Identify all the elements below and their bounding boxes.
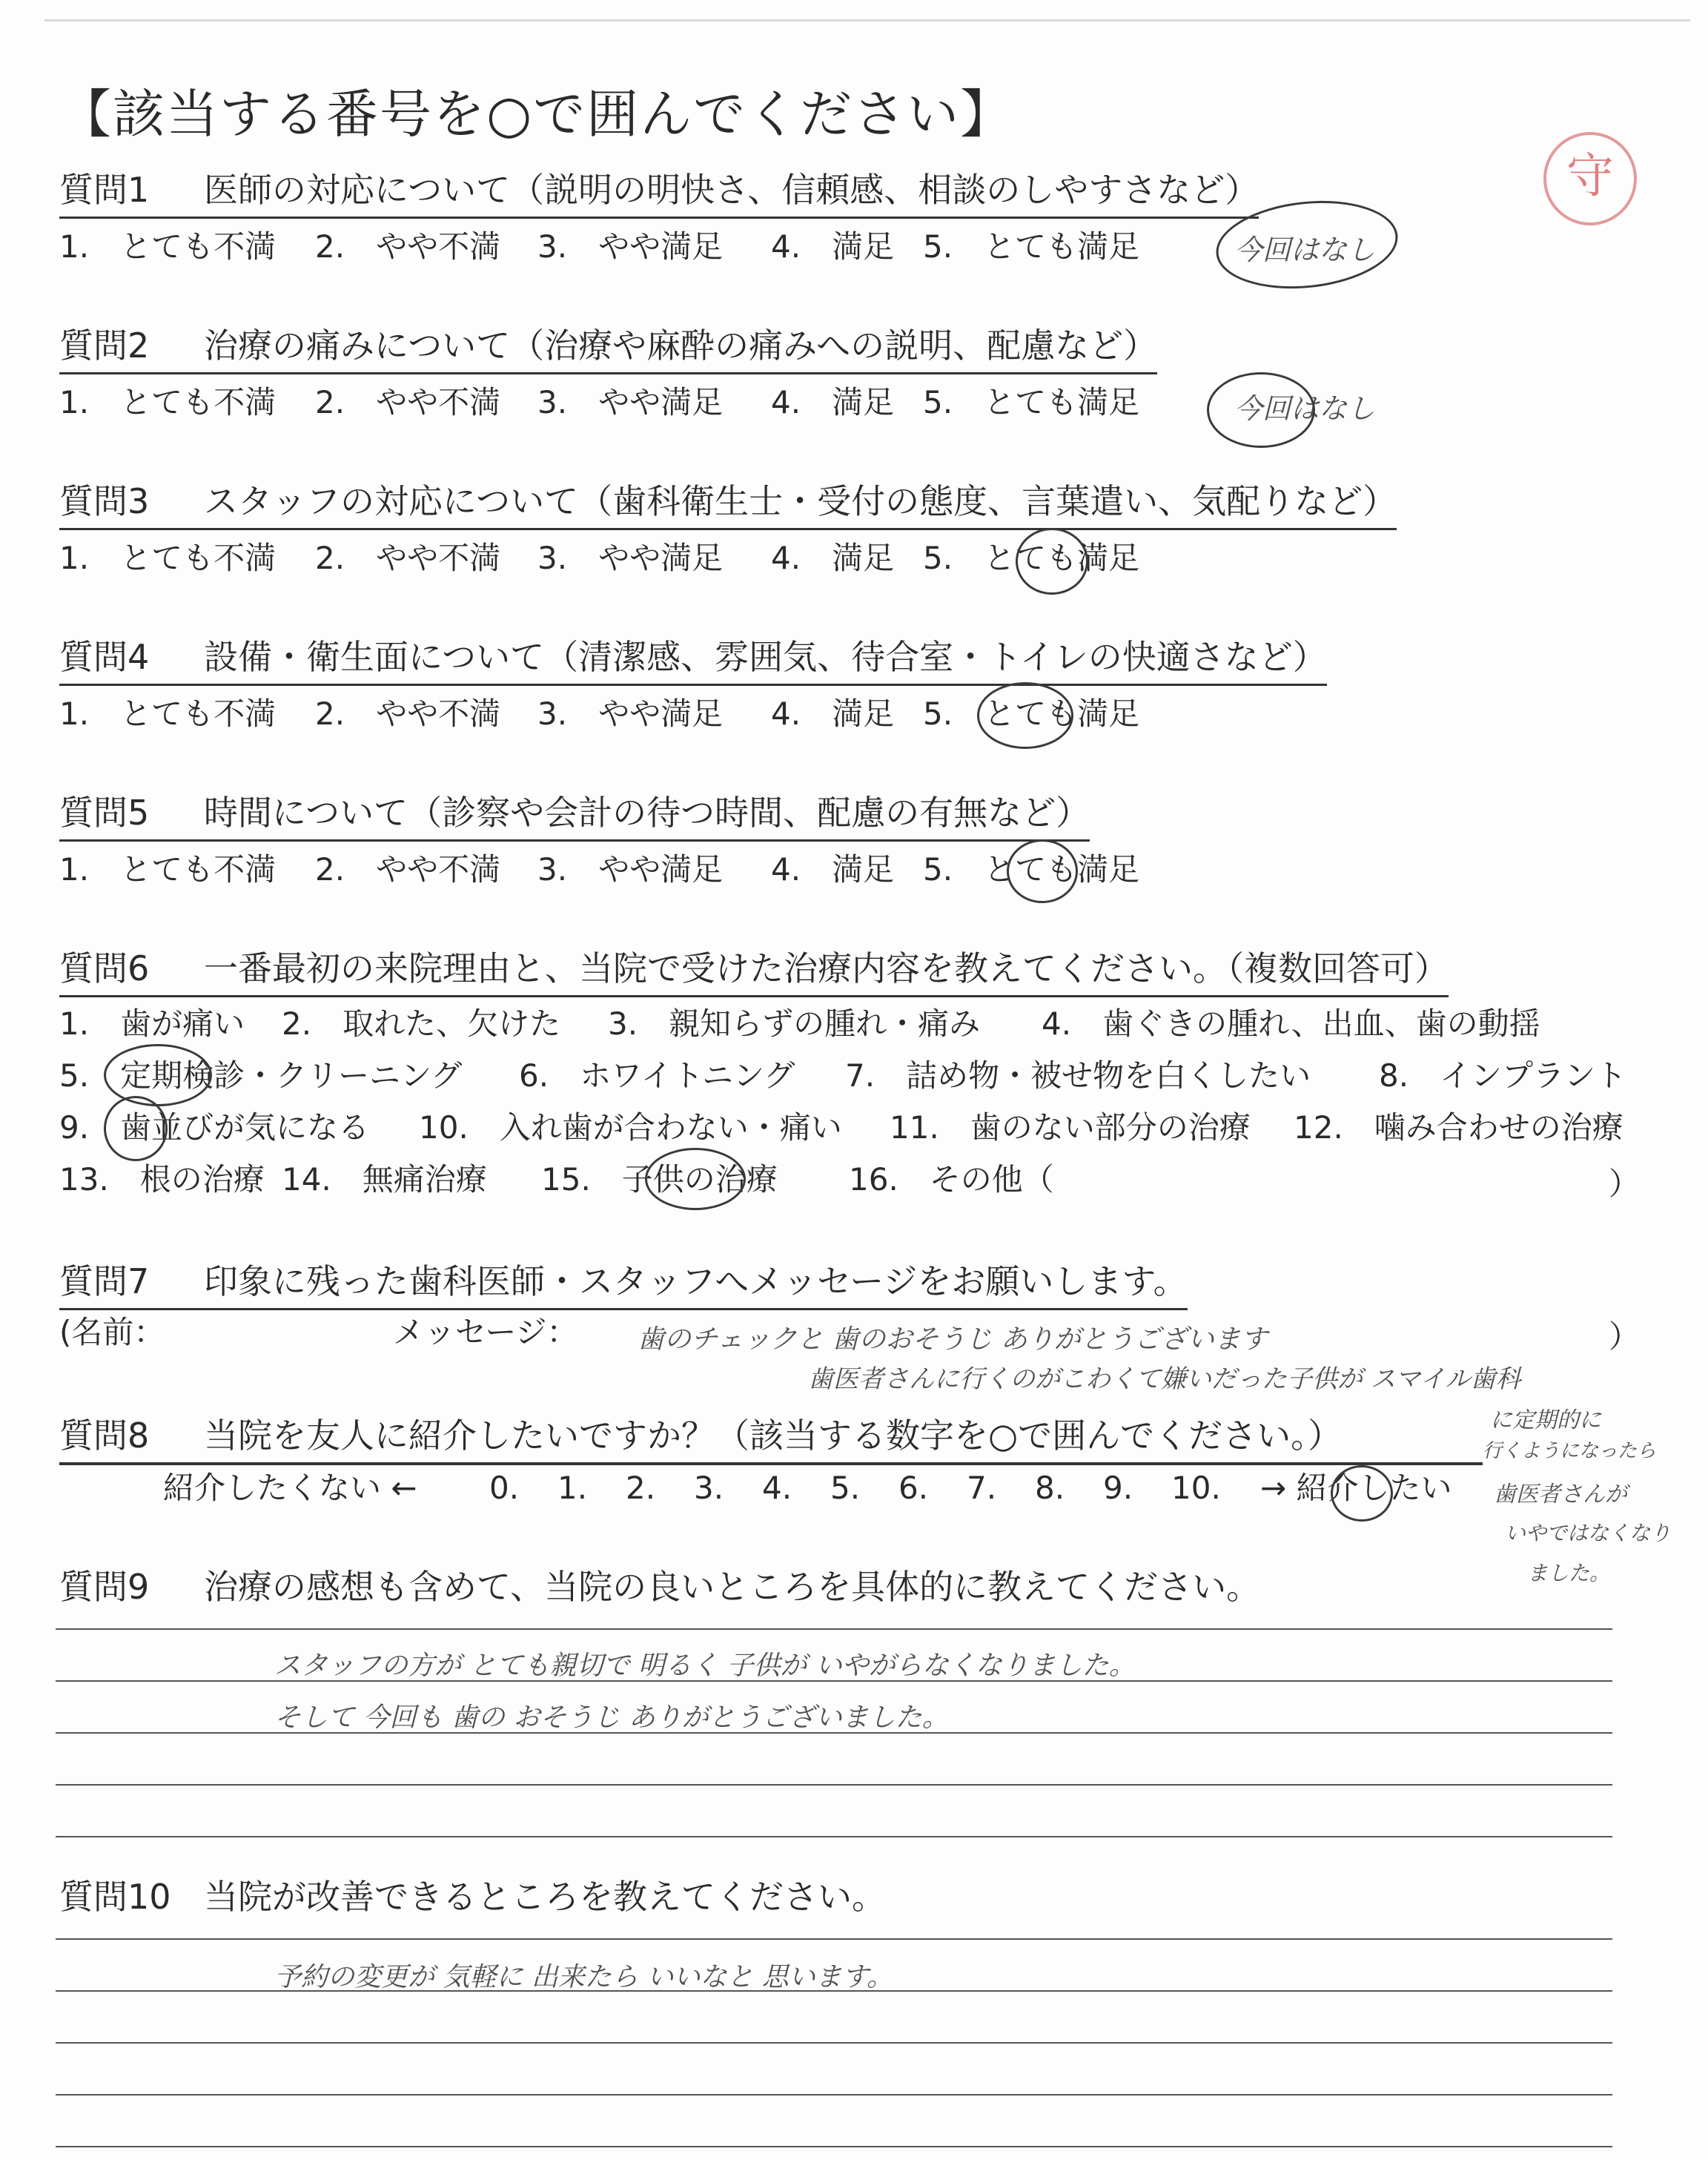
scale-0[interactable]: 0.: [489, 1470, 520, 1506]
question-text: 当院が改善できるところを教えてください。: [204, 1877, 886, 1917]
handwritten-circle: [1331, 1465, 1393, 1522]
answer-line: [56, 2146, 1612, 2147]
page-title: 【該当する番号を○で囲んでください】: [59, 84, 1014, 145]
question-text: 時間について（診察や会計の待つ時間、配慮の有無など）: [204, 793, 1090, 833]
message-label: メッセージ：: [393, 1314, 578, 1350]
option-9[interactable]: 9. 歯並びが気になる: [59, 1109, 370, 1146]
scale-low-label: 紹介したくない ←: [163, 1470, 417, 1506]
option-2[interactable]: 2. 取れた、欠けた: [282, 1005, 561, 1042]
question-text: 治療の痛みについて（治療や麻酔の痛みへの説明、配慮など）: [204, 326, 1158, 366]
option-12[interactable]: 12. 噛み合わせの治療: [1294, 1109, 1623, 1146]
option-16[interactable]: 16. その他（: [849, 1161, 1054, 1198]
scale-10[interactable]: 10.: [1171, 1470, 1221, 1506]
option-3[interactable]: 3. やや満足: [537, 851, 724, 888]
question-text: 一番最初の来院理由と、当院で受けた治療内容を教えてください。（複数回答可）: [204, 948, 1449, 988]
option-7[interactable]: 7. 詰め物・被せ物を白くしたい: [845, 1057, 1311, 1094]
option-4[interactable]: 4. 満足: [771, 228, 895, 265]
handwritten-message-line-1: 歯のチェックと 歯のおそうじ ありがとうございます: [638, 1324, 1268, 1355]
option-4[interactable]: 4. 満足: [771, 851, 895, 888]
handwritten-answer-q10-line-1: 予約の変更が 気軽に 出来たら いいなと 思います。: [274, 1962, 893, 1992]
option-4[interactable]: 4. 歯ぐきの腫れ、出血、歯の動揺: [1042, 1005, 1540, 1042]
option-5[interactable]: 5. とても満足: [923, 851, 1140, 888]
message-close-paren: ）: [1609, 1318, 1641, 1355]
handwritten-message-line-2: 歯医者さんに行くのがこわくて嫌いだった子供が スマイル歯科: [808, 1364, 1521, 1394]
answer-line: [56, 1938, 1612, 1940]
handwritten-side-note-3: 歯医者さんが: [1494, 1482, 1627, 1507]
option-2[interactable]: 2. やや不満: [315, 384, 501, 420]
answer-circle-q6-9: [104, 1096, 168, 1161]
name-label: (名前：: [59, 1314, 165, 1350]
option-1[interactable]: 1. とても不満: [59, 696, 277, 732]
question-text: 当院を友人に紹介したいですか？（該当する数字を○で囲んでください。）: [204, 1416, 1343, 1456]
answer-line: [56, 1784, 1612, 1786]
handwritten-answer-q9-line-2: そして 今回も 歯の おそうじ ありがとうございました。: [274, 1702, 949, 1733]
option-5[interactable]: 5. とても満足: [923, 384, 1140, 420]
option-1[interactable]: 1. とても不満: [59, 384, 277, 420]
question-8-heading: [59, 1413, 1483, 1465]
scale-2[interactable]: 2.: [626, 1470, 656, 1506]
option-2[interactable]: 2. やや不満: [315, 228, 501, 265]
scale-high-label: → 紹介したい: [1260, 1470, 1452, 1506]
question-6-heading: [59, 946, 1449, 997]
handwritten-side-note-5: ました。: [1527, 1561, 1611, 1585]
question-5-heading: [59, 790, 1090, 842]
option-5[interactable]: 5. とても満足: [923, 540, 1140, 576]
option-2[interactable]: 2. やや不満: [315, 540, 501, 576]
option-1[interactable]: 1. とても不満: [59, 540, 277, 576]
question-number: 質問2: [59, 326, 150, 366]
scale-9[interactable]: 9.: [1103, 1470, 1133, 1506]
option-11[interactable]: 11. 歯のない部分の治療: [890, 1109, 1251, 1146]
question-number: 質問10: [59, 1877, 171, 1917]
question-3-heading: [59, 479, 1397, 530]
answer-line: [56, 2094, 1612, 2095]
answer-circle-q6-15: [645, 1148, 746, 1210]
question-9-heading: [59, 1565, 1260, 1614]
question-1-heading: [59, 168, 1259, 219]
handwritten-note-q2: 今回はなし: [1234, 392, 1376, 425]
question-text: 医師の対応について（説明の明快さ、信頼感、相談のしやすさなど）: [204, 170, 1260, 210]
option-1[interactable]: 1. とても不満: [59, 228, 277, 265]
scale-8[interactable]: 8.: [1035, 1470, 1065, 1506]
handwritten-note-q1: 今回はなし: [1234, 234, 1376, 266]
option-3[interactable]: 3. やや満足: [537, 540, 724, 576]
option-4[interactable]: 4. 満足: [771, 696, 895, 732]
handwritten-side-note-1: に定期的に: [1490, 1407, 1601, 1433]
scale-6[interactable]: 6.: [898, 1470, 929, 1506]
question-text: 治療の感想も含めて、当院の良いところを具体的に教えてください。: [204, 1567, 1261, 1607]
question-number: 質問4: [59, 637, 150, 677]
answer-circle-q6-5: [104, 1044, 212, 1106]
option-15[interactable]: 15. 子供の治療: [541, 1161, 778, 1198]
option-8[interactable]: 8. インプラント: [1379, 1057, 1627, 1094]
question-number: 質問3: [59, 481, 150, 521]
option-10[interactable]: 10. 入れ歯が合わない・痛い: [419, 1109, 842, 1146]
answer-circle-q5: [1007, 839, 1078, 903]
question-number: 質問9: [59, 1567, 150, 1607]
option-2[interactable]: 2. やや不満: [315, 851, 501, 888]
answer-circle-q4: [977, 682, 1073, 749]
scale-4[interactable]: 4.: [762, 1470, 792, 1506]
hanko-seal: 守: [1543, 132, 1637, 225]
question-number: 質問1: [59, 170, 150, 210]
scale-5[interactable]: 5.: [830, 1470, 861, 1506]
answer-line: [56, 2042, 1612, 2044]
question-4-heading: [59, 635, 1327, 686]
handwritten-circle: [1207, 372, 1315, 448]
question-number: 質問5: [59, 793, 150, 833]
option-1[interactable]: 1. とても不満: [59, 851, 277, 888]
answer-circle-q3: [1016, 528, 1088, 595]
question-2-heading: [59, 323, 1157, 374]
option-4[interactable]: 4. 満足: [771, 384, 895, 420]
answer-line: [56, 1628, 1612, 1630]
option-5[interactable]: 5. とても満足: [923, 696, 1140, 732]
option-3[interactable]: 3. やや満足: [537, 384, 724, 420]
option-14[interactable]: 14. 無痛治療: [282, 1161, 487, 1198]
option-6[interactable]: 6. ホワイトニング: [519, 1057, 795, 1094]
question-number: 質問8: [59, 1416, 150, 1456]
question-text: 設備・衛生面について（清潔感、雰囲気、待合室・トイレの快適さなど）: [204, 637, 1327, 677]
option-1[interactable]: 1. 歯が痛い: [59, 1005, 245, 1042]
option-3[interactable]: 3. やや満足: [537, 696, 724, 732]
option-4[interactable]: 4. 満足: [771, 540, 895, 576]
question-number: 質問7: [59, 1261, 150, 1301]
scale-7[interactable]: 7.: [967, 1470, 997, 1506]
question-text: 印象に残った歯科医師・スタッフへメッセージをお願いします。: [204, 1261, 1188, 1301]
scale-3[interactable]: 3.: [694, 1470, 724, 1506]
scale-1[interactable]: 1.: [557, 1470, 588, 1506]
option-3[interactable]: 3. やや満足: [537, 228, 724, 265]
question-7-heading: [59, 1259, 1188, 1310]
option-13[interactable]: 13. 根の治療: [59, 1161, 265, 1198]
handwritten-side-note-4: いやではなくなり: [1505, 1521, 1672, 1545]
handwritten-answer-q9-line-1: スタッフの方が とても親切で 明るく 子供が いやがらなくなりました。: [274, 1651, 1136, 1681]
top-border-line: [44, 19, 1690, 22]
question-10-heading: [59, 1875, 886, 1923]
answer-line: [56, 1836, 1612, 1837]
handwritten-side-note-2: 行くようになったら: [1483, 1440, 1657, 1462]
question-text: スタッフの対応について（歯科衛生士・受付の態度、言葉遣い、気配りなど）: [204, 481, 1397, 521]
option-2[interactable]: 2. やや不満: [315, 696, 501, 732]
option-5[interactable]: 5. 定期検診・クリーニング: [59, 1057, 463, 1094]
question-number: 質問6: [59, 948, 150, 988]
option-3[interactable]: 3. 親知らずの腫れ・痛み: [608, 1005, 981, 1042]
other-close-paren: ）: [1609, 1166, 1641, 1202]
option-5[interactable]: 5. とても満足: [923, 228, 1140, 265]
